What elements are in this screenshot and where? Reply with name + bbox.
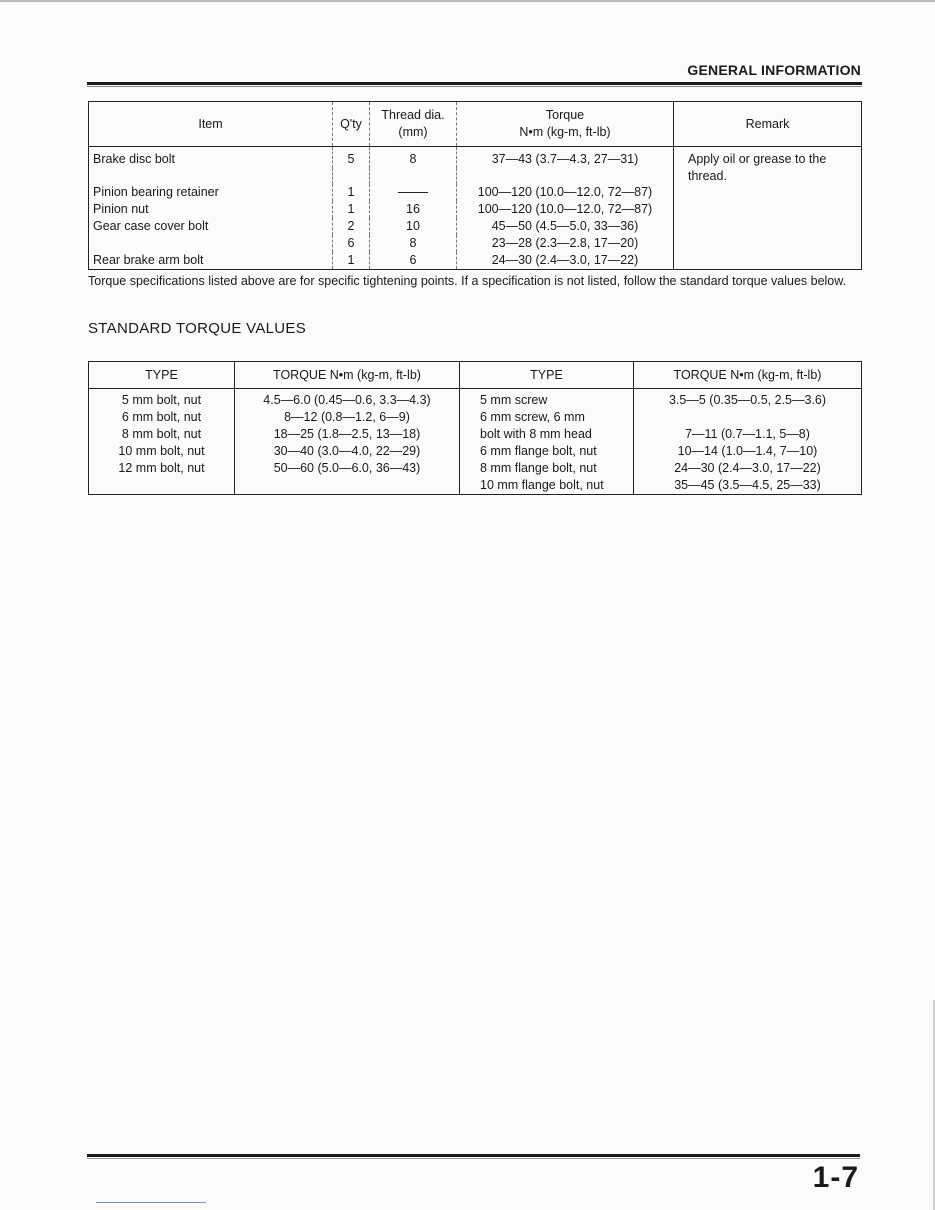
footer-rule xyxy=(87,1154,860,1157)
torque-header-line1: Torque xyxy=(545,108,585,122)
torque-cell: 24—30 (2.4—3.0, 17—22) xyxy=(457,252,674,270)
list-item: 4.5—6.0 (0.45—0.6, 3.3—4.3) xyxy=(263,393,431,407)
thread-header-line1: Thread dia. xyxy=(381,108,445,122)
torque-cell: 45—50 (4.5—5.0, 33—36) xyxy=(457,218,674,235)
column-header-qty: Q'ty xyxy=(333,102,370,147)
thread-cell: 10 xyxy=(370,218,457,235)
footer-rule-thin xyxy=(87,1158,860,1159)
item-cell: Pinion bearing retainer xyxy=(93,185,219,199)
column-header-torque-left: TORQUE N•m (kg-m, ft-lb) xyxy=(235,362,460,389)
list-item: 35—45 (3.5—4.5, 25—33) xyxy=(674,478,821,492)
page-number: 1-7 xyxy=(812,1161,859,1194)
thread-cell: 16 xyxy=(370,201,457,218)
standard-torque-heading: STANDARD TORQUE VALUES xyxy=(88,320,307,337)
header-rule-thin xyxy=(87,86,862,87)
section-title: GENERAL INFORMATION xyxy=(687,62,861,78)
qty-cell: 1 xyxy=(333,201,370,218)
torque-cell: 100—120 (10.0—12.0, 72—87) xyxy=(457,201,674,218)
column-header-item: Item xyxy=(89,102,333,147)
list-item: 10 mm flange bolt, nut xyxy=(480,478,604,492)
item-cell: Brake disc bolt xyxy=(93,152,175,166)
thread-header-line2: (mm) xyxy=(398,125,428,139)
list-item: 6 mm bolt, nut xyxy=(121,410,202,424)
list-item: 8 mm flange bolt, nut xyxy=(480,461,597,475)
right-torque-column xyxy=(634,389,862,495)
thread-cell: 8 xyxy=(370,147,457,169)
specific-torque-table xyxy=(88,101,862,270)
table-body-row xyxy=(89,389,862,495)
column-header-type-right: TYPE xyxy=(460,362,634,389)
list-item: 50—60 (5.0—6.0, 36—43) xyxy=(273,461,421,475)
qty-cell: 6 xyxy=(333,235,370,252)
list-item: 3.5—5 (0.35—0.5, 2.5—3.6) xyxy=(668,393,827,407)
qty-cell: 5 xyxy=(333,147,370,169)
table-header-row xyxy=(89,362,862,389)
header-rule xyxy=(87,82,862,85)
list-item: 12 mm bolt, nut xyxy=(118,461,205,475)
list-item: 18—25 (1.8—2.5, 13—18) xyxy=(273,427,421,441)
qty-cell: 1 xyxy=(333,184,370,201)
list-item: 6 mm flange bolt, nut xyxy=(480,444,597,458)
item-cell: Rear brake arm bolt xyxy=(93,253,204,267)
list-item: 8 mm bolt, nut xyxy=(121,427,202,441)
torque-note: Torque specifications listed above are for specific tightening points. If a specification is not listed, follow the standard torque values below. xyxy=(88,274,847,288)
qty-cell: 2 xyxy=(333,218,370,235)
item-cell: Gear case cover bolt xyxy=(93,219,209,233)
no-value-dash xyxy=(398,192,428,193)
left-type-column xyxy=(89,389,235,495)
list-item: 10—14 (1.0—1.4, 7—10) xyxy=(677,444,818,458)
list-item: 5 mm bolt, nut xyxy=(121,393,202,407)
list-item: 24—30 (2.4—3.0, 17—22) xyxy=(674,461,821,475)
list-item xyxy=(634,409,861,426)
table-header-row xyxy=(89,102,862,147)
item-cell: Pinion nut xyxy=(93,202,149,216)
list-item: 30—40 (3.0—4.0, 22—29) xyxy=(273,444,421,458)
list-item: 6 mm screw, 6 mm xyxy=(480,410,585,424)
torque-cell: 37—43 (3.7—4.3, 27—31) xyxy=(457,147,674,169)
right-type-column xyxy=(460,389,634,495)
torque-cell: 100—120 (10.0—12.0, 72—87) xyxy=(457,184,674,201)
column-header-torque-right: TORQUE N•m (kg-m, ft-lb) xyxy=(634,362,862,389)
remark-cell: Apply oil or grease to the thread. xyxy=(674,147,862,270)
thread-cell xyxy=(370,184,457,201)
column-header-torque xyxy=(457,102,674,147)
list-item: 10 mm bolt, nut xyxy=(118,444,205,458)
list-item: 5 mm screw xyxy=(480,393,548,407)
left-torque-column xyxy=(235,389,460,495)
table-row xyxy=(89,147,862,169)
column-header-type-left: TYPE xyxy=(89,362,235,389)
list-item: 7—11 (0.7—1.1, 5—8) xyxy=(685,427,810,441)
list-item: bolt with 8 mm head xyxy=(480,427,592,441)
thread-cell: 8 xyxy=(370,235,457,252)
torque-cell: 23—28 (2.3—2.8, 17—20) xyxy=(457,235,674,252)
column-header-remark: Remark xyxy=(674,102,862,147)
standard-torque-table xyxy=(88,361,862,495)
item-cell xyxy=(89,235,333,252)
thread-cell: 6 xyxy=(370,252,457,270)
link-underline[interactable] xyxy=(96,1202,206,1203)
list-item: 8—12 (0.8—1.2, 6—9) xyxy=(284,410,410,424)
torque-header-line2: N•m (kg-m, ft-lb) xyxy=(519,125,611,139)
scan-top-edge xyxy=(0,0,935,2)
column-header-thread xyxy=(370,102,457,147)
qty-cell: 1 xyxy=(333,252,370,270)
